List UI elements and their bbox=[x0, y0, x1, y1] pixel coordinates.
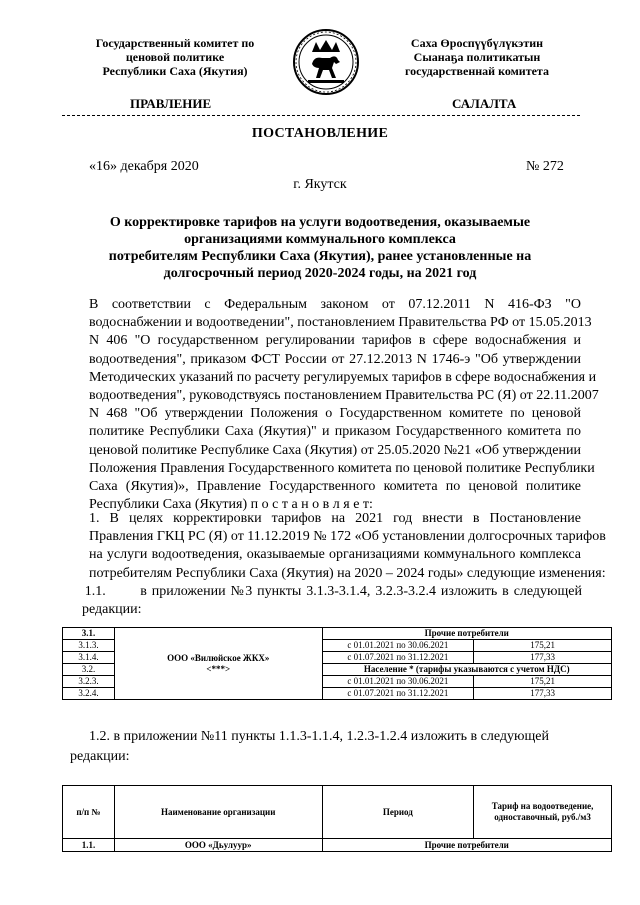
subject-line: О корректировке тарифов на услуги водоотведения, оказываемые bbox=[109, 215, 531, 230]
board-label-sakha: САЛАЛТА bbox=[452, 96, 517, 111]
clause-1-2 bbox=[70, 727, 579, 767]
table-cell-period: с 01.01.2021 по 30.06.2021 bbox=[322, 676, 474, 688]
table-header-organization: Наименование организации bbox=[114, 786, 322, 839]
paragraph-line: Правления ГКЦ РС (Я) от 11.12.2019 № 172 «Об установлении долгосрочных тарифов bbox=[89, 529, 606, 545]
table-cell-number: 3.1. bbox=[63, 628, 115, 640]
table-cell-value: 175,21 bbox=[474, 676, 612, 688]
paragraph-line: N 468 "Об утверждении Положения о Государственном комитете по ценовой bbox=[89, 406, 581, 422]
clause-1-1-line: редакции: bbox=[82, 602, 142, 617]
tariff-table-appendix-3 bbox=[62, 627, 612, 700]
subject-line: долгосрочный период 2020-2024 годы, на 2021 год bbox=[163, 266, 477, 281]
table-cell-period: с 01.07.2021 по 31.12.2021 bbox=[322, 688, 474, 700]
clause-1-1 bbox=[70, 583, 582, 619]
tariff-table-appendix-11 bbox=[62, 785, 612, 852]
subject-line: организациями коммунального комплекса bbox=[184, 232, 456, 247]
organization-note: <***> bbox=[206, 663, 231, 674]
clause-1-2-line: 1.2. в приложении №11 пункты 1.1.3-1.1.4, 1.2.3-1.2.4 изложить в следующей bbox=[89, 729, 549, 744]
doc-subject bbox=[70, 214, 570, 282]
clause-1-2-line: редакции: bbox=[70, 749, 130, 764]
table-cell-value: 177,33 bbox=[474, 688, 612, 700]
table-cell-number: 3.2. bbox=[63, 664, 115, 676]
doc-number: № 272 bbox=[526, 159, 564, 174]
doc-city: г. Якутск bbox=[293, 177, 347, 192]
table-cell-number: 3.2.4. bbox=[63, 688, 115, 700]
paragraph-line: водоотведения", приказом ФСТ России от 27.12.2013 N 1746-э "Об утверждении bbox=[89, 351, 581, 367]
table-cell-group: Население * (тарифы указываются с учетом НДС) bbox=[322, 664, 611, 676]
paragraph-line: политике Республики Саха (Якутия)" и приказом Государственного комитета по bbox=[89, 424, 581, 440]
clause-1-paragraph bbox=[89, 510, 606, 583]
paragraph-line: водоотведения", руководствуясь постановлением Правительства РС (Я) от 22.11.2007 bbox=[89, 388, 599, 404]
paragraph-line: В соответствии с Федеральным законом от 07.12.2011 N 416-ФЗ "О bbox=[89, 297, 581, 312]
organization-name: ООО «Вилюйское ЖКХ» bbox=[167, 652, 270, 663]
doc-title: ПОСТАНОВЛЕНИЕ bbox=[251, 126, 389, 141]
paragraph-line: 1. В целях корректировки тарифов на 2021 год внести в Постановление bbox=[89, 511, 581, 526]
paragraph-line: Методических указаний по расчету регулируемых тарифов в сфере водоснабжения и bbox=[89, 369, 597, 385]
table-cell-period: с 01.07.2021 по 31.12.2021 bbox=[322, 652, 474, 664]
preamble-paragraph bbox=[89, 296, 599, 514]
committee-name-ru bbox=[70, 36, 280, 78]
committee-name-sakha-line: Сыанаҕа политикатын bbox=[413, 50, 541, 64]
table-cell-group: Прочие потребители bbox=[322, 839, 612, 852]
doc-date: «16» декабря 2020 bbox=[89, 159, 199, 174]
table-header-tariff: Тариф на водоотведение, одноставочный, руб./м3 bbox=[474, 786, 612, 839]
table-cell-period: с 01.01.2021 по 30.06.2021 bbox=[322, 640, 474, 652]
committee-name-sakha bbox=[372, 36, 582, 78]
committee-name-ru-line: Республики Саха (Якутия) bbox=[102, 64, 248, 78]
table-cell-group: Прочие потребители bbox=[322, 628, 611, 640]
paragraph-line: N 406 "О государственном регулировании тарифов в сфере водоснабжения и bbox=[89, 333, 581, 349]
table-cell-number: 3.1.4. bbox=[63, 652, 115, 664]
subject-line: потребителям Республики Саха (Якутия), ранее установленные на bbox=[108, 249, 532, 264]
paragraph-line: Положения Правления Государственного комитета по ценовой политике Республики bbox=[89, 460, 595, 476]
table-header-period: Период bbox=[322, 786, 474, 839]
committee-name-sakha-line: государственнай комитета bbox=[405, 64, 549, 78]
table-cell-number: 1.1. bbox=[63, 839, 115, 852]
coat-of-arms-icon bbox=[292, 28, 360, 96]
committee-name-sakha-line: Саха Өроспүүбүлүкэтин bbox=[410, 36, 544, 50]
paragraph-line: Республики Саха (Якутия) п о с т а н о в л я е т: bbox=[89, 497, 373, 513]
paragraph-line: потребителям Республики Саха (Якутия) на 2020 – 2024 годы» следующие изменения: bbox=[89, 565, 606, 581]
clause-1-1-line: 1.1. в приложении №3 пункты 3.1.3-3.1.4, 3.2.3-3.2.4 изложить в следующей bbox=[70, 584, 582, 599]
committee-name-ru-line: Государственный комитет по bbox=[95, 36, 255, 50]
board-label-ru: ПРАВЛЕНИЕ bbox=[130, 96, 212, 111]
table-row bbox=[63, 839, 612, 852]
table-cell-value: 177,33 bbox=[474, 652, 612, 664]
paragraph-line: ценовой политике Республике Саха (Якутия) от 25.05.2020 №21 «Об утверждении bbox=[89, 442, 581, 458]
table-header-number: п/п № bbox=[63, 786, 115, 839]
table-row bbox=[63, 628, 612, 640]
table-header-row bbox=[63, 786, 612, 839]
paragraph-line: водоснабжении и водоотведении", постановлением Правительства РФ от 15.05.2013 bbox=[89, 315, 592, 331]
header-divider bbox=[62, 115, 580, 116]
paragraph-line: на услуги водоотведения, оказываемые организациями коммунального комплекса bbox=[89, 547, 581, 563]
table-cell-organization: ООО «Дьулуур» bbox=[114, 839, 322, 852]
paragraph-line: Саха (Якутия)», Правление Государственного комитета по ценовой политике bbox=[89, 479, 581, 495]
table-cell-number: 3.1.3. bbox=[63, 640, 115, 652]
table-cell-value: 175,21 bbox=[474, 640, 612, 652]
table-cell-organization bbox=[114, 628, 322, 700]
table-cell-number: 3.2.3. bbox=[63, 676, 115, 688]
committee-name-ru-line: ценовой политике bbox=[125, 50, 225, 64]
